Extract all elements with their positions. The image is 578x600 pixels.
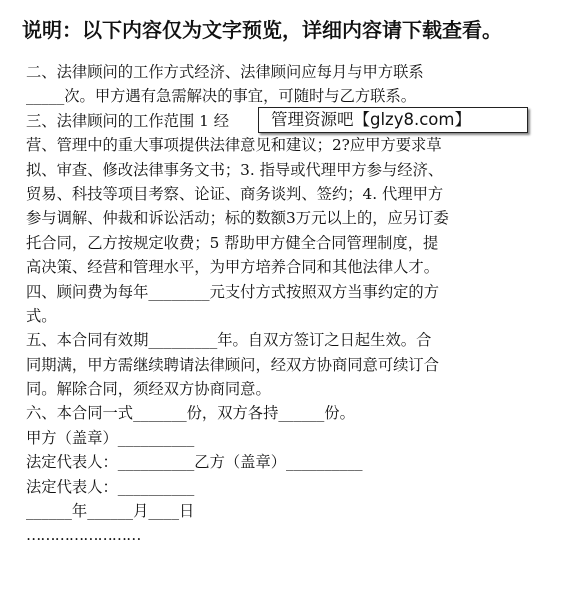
watermark-banner: 管理资源吧【glzy8.com】	[258, 107, 528, 133]
body-line: 托合同，乙方按规定收费；5 帮助甲方健全合同管理制度，提	[26, 233, 439, 252]
body-line: 甲方（盖章）__________	[26, 428, 195, 447]
body-line: 参与调解、仲裁和诉讼活动；标的数额3万元以上的，应另订委	[26, 209, 449, 228]
body-line: 四、顾问费为每年________元支付方式按照双方当事约定的方	[26, 282, 440, 301]
body-line: 营、管理中的重大事项提供法律意见和建议；2?应甲方要求草	[26, 136, 442, 155]
body-line: 二、法律顾问的工作方式经济、法律顾问应每月与甲方联系	[26, 63, 424, 81]
body-line: 法定代表人：__________乙方（盖章）__________	[26, 453, 363, 472]
body-line: 五、本合同有效期_________年。自双方签订之日起生效。合	[26, 331, 432, 350]
preview-notice: 说明：以下内容仅为文字预览，详细内容请下载查看。	[22, 18, 502, 42]
body-line: 式。	[26, 306, 57, 325]
body-line: _____次。甲方遇有急需解决的事宜，可随时与乙方联系。	[26, 87, 417, 106]
body-line: 同。解除合同，须经双方协商同意。	[26, 380, 271, 399]
body-line: 三、法律顾问的工作范围 1 经	[26, 111, 230, 130]
body-line: 高决策、经营和管理水平，为甲方培养合同和其他法律人才。	[26, 258, 440, 277]
body-line: 贸易、科技等项目考察、论证、商务谈判、签约；4. 代理甲方	[26, 184, 444, 203]
body-line: 拟、审查、修改法律事务文书；3. 指导或代理甲方参与经济、	[26, 160, 444, 179]
body-line: 同期满，甲方需继续聘请法律顾问，经双方协商同意可续订合	[26, 355, 440, 374]
body-line: ______年______月____日	[26, 502, 195, 521]
body-line: 法定代表人：__________	[26, 477, 195, 496]
document-body	[26, 60, 556, 548]
ellipsis-line: ……………………	[26, 526, 141, 545]
body-line: 六、本合同一式_______份，双方各持______份。	[26, 404, 355, 423]
